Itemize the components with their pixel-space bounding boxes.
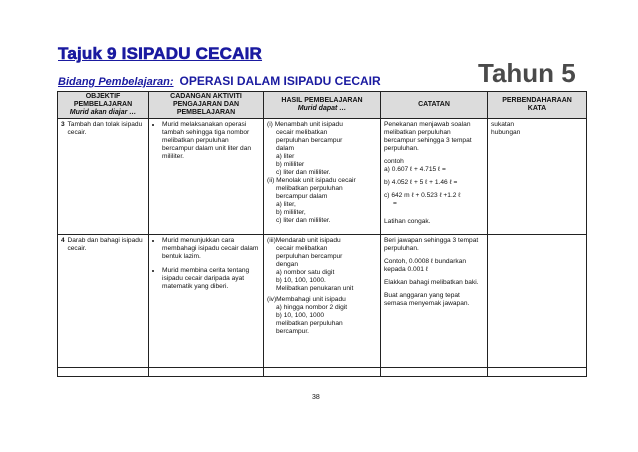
row-number: 4: [61, 237, 65, 244]
catatan-line: Contoh, 0.0008 ℓ bundarkan kepada 0.001 ℓ: [384, 258, 467, 273]
hasil-line: c) liter dan mililiter.: [276, 169, 331, 176]
header-aktiviti: [149, 92, 264, 119]
kata-cell: [488, 235, 587, 368]
kata-item: sukatan: [491, 121, 515, 128]
catatan-line: Latihan congak.: [384, 218, 431, 225]
hasil-cell: [264, 119, 381, 235]
hasil-line: bercampur dalam: [276, 193, 328, 200]
hasil-line: a) nombor satu digit: [276, 269, 335, 276]
empty-cell: [488, 368, 587, 377]
table-row: [58, 368, 587, 377]
objektif-cell: [58, 235, 149, 368]
table-row: [58, 235, 587, 368]
hasil-line: perpuluhan bercampur: [276, 137, 343, 144]
catatan-line: Buat anggaran yang tepat semasa menyemak jawapan.: [384, 292, 470, 307]
objektif-cell: [58, 119, 149, 235]
catatan-line: Penekanan menjawab soalan melibatkan perpuluhan bercampur sehingga 3 tempat perpuluhan.: [384, 121, 472, 152]
syllabus-table: [57, 91, 587, 377]
header-kata-l2: KATA: [527, 105, 547, 112]
aktiviti-cell: [149, 119, 264, 235]
catatan-line: =: [393, 200, 397, 207]
aktiviti-item: • Murid membina cerita tentang isipadu cecair daripada ayat matematik yang diberi.: [162, 267, 260, 291]
header-objektif-l2: PEMBELAJARAN: [73, 101, 133, 108]
hasil-line: perpuluhan bercampur: [276, 253, 343, 260]
header-aktiviti-l3: PEMBELAJARAN: [176, 109, 236, 116]
hasil-line: c) liter dan mililiter.: [276, 217, 331, 224]
header-objektif: [58, 92, 149, 119]
header-catatan: [381, 92, 488, 119]
hasil-cell: [264, 235, 381, 368]
year-heading: Tahun 5: [478, 58, 576, 88]
aktiviti-item: • Murid melaksanakan operasi tambah sehingga tiga nombor melibatkan perpuluhan bercampur dalam unit liter dan mililiter.: [162, 121, 260, 161]
empty-cell: [264, 368, 381, 377]
empty-cell: [149, 368, 264, 377]
hasil-line: Melibatkan penukaran unit: [276, 285, 354, 292]
hasil-line: a) liter,: [276, 201, 296, 208]
bidang-label: Bidang Pembelajaran:: [58, 76, 174, 88]
hasil-line: b) 10, 100, 1000.: [276, 277, 326, 284]
header-kata-l1: PERBENDAHARAAN: [502, 97, 572, 104]
header-objektif-l1: OBJEKTIF: [85, 93, 121, 100]
aktiviti-item: • Murid menunjukkan cara membahagi isipadu cecair dalam bentuk lazim.: [162, 237, 260, 261]
kata-item: hubungan: [491, 129, 521, 136]
catatan-line: Elakkan bahagi melibatkan baki.: [384, 279, 479, 286]
objektif-text: Darab dan bahagi isipadu cecair.: [67, 237, 143, 252]
bidang-pembelajaran: [58, 74, 381, 88]
header-objektif-l3: Murid akan diajar …: [69, 109, 137, 116]
header-hasil-l2: Murid dapat …: [297, 105, 347, 112]
empty-cell: [381, 368, 488, 377]
header-catatan-l1: CATATAN: [418, 101, 450, 108]
hasil-line: b) mililiter: [276, 161, 305, 168]
empty-cell: [58, 368, 149, 377]
header-row: [58, 92, 587, 119]
header-kata: [488, 92, 587, 119]
bidang-value: OPERASI DALAM ISIPADU CECAIR: [179, 74, 381, 88]
catatan-line: b) 4.052 ℓ + 5 ℓ + 1.46 ℓ =: [384, 179, 458, 186]
hasil-line: b) mililiter,: [276, 209, 306, 216]
hasil-line: (iii)Mendarab unit isipadu: [267, 237, 341, 244]
catatan-cell: [381, 119, 488, 235]
hasil-line: melibatkan perpuluhan: [276, 185, 343, 192]
aktiviti-cell: [149, 235, 264, 368]
row-number: 3: [61, 121, 65, 128]
header-aktiviti-l2: PENGAJARAN DAN: [172, 101, 240, 108]
hasil-line: cecair melibatkan: [276, 129, 328, 136]
hasil-line: melibatkan perpuluhan: [276, 320, 343, 327]
catatan-line: contoh: [384, 158, 404, 165]
hasil-line: a) hingga nombor 2 digit: [276, 304, 348, 311]
page-number: 38: [312, 394, 320, 401]
catatan-cell: [381, 235, 488, 368]
objektif-text: Tambah dan tolak isipadu cecair.: [67, 121, 143, 136]
kata-cell: [488, 119, 587, 235]
hasil-line: b) 10, 100, 1000: [276, 312, 325, 319]
header-hasil: [264, 92, 381, 119]
hasil-line: dengan: [276, 261, 299, 268]
header-aktiviti-l1: CADANGAN AKTIVITI: [170, 93, 242, 100]
hasil-line: (iv)Membahagi unit isipadu: [267, 296, 346, 303]
hasil-line: (ii) Menolak unit isipadu cecair: [267, 177, 356, 184]
catatan-line: a) 0.607 ℓ + 4.715 ℓ =: [384, 166, 446, 173]
header-hasil-l1: HASIL PEMBELAJARAN: [281, 97, 363, 104]
hasil-line: (i) Menambah unit isipadu: [267, 121, 343, 128]
catatan-line: c) 642 m ℓ + 0.523 ℓ +1.2 ℓ: [384, 192, 461, 199]
hasil-line: dalam: [276, 145, 294, 152]
hasil-line: cecair melibatkan: [276, 245, 328, 252]
hasil-line: bercampur.: [276, 328, 309, 335]
page-title: Tajuk 9 ISIPADU CECAIR: [58, 44, 263, 63]
catatan-line: Beri jawapan sehingga 3 tempat perpuluhan.: [384, 237, 479, 252]
table-row: [58, 119, 587, 235]
hasil-line: a) liter: [276, 153, 295, 160]
